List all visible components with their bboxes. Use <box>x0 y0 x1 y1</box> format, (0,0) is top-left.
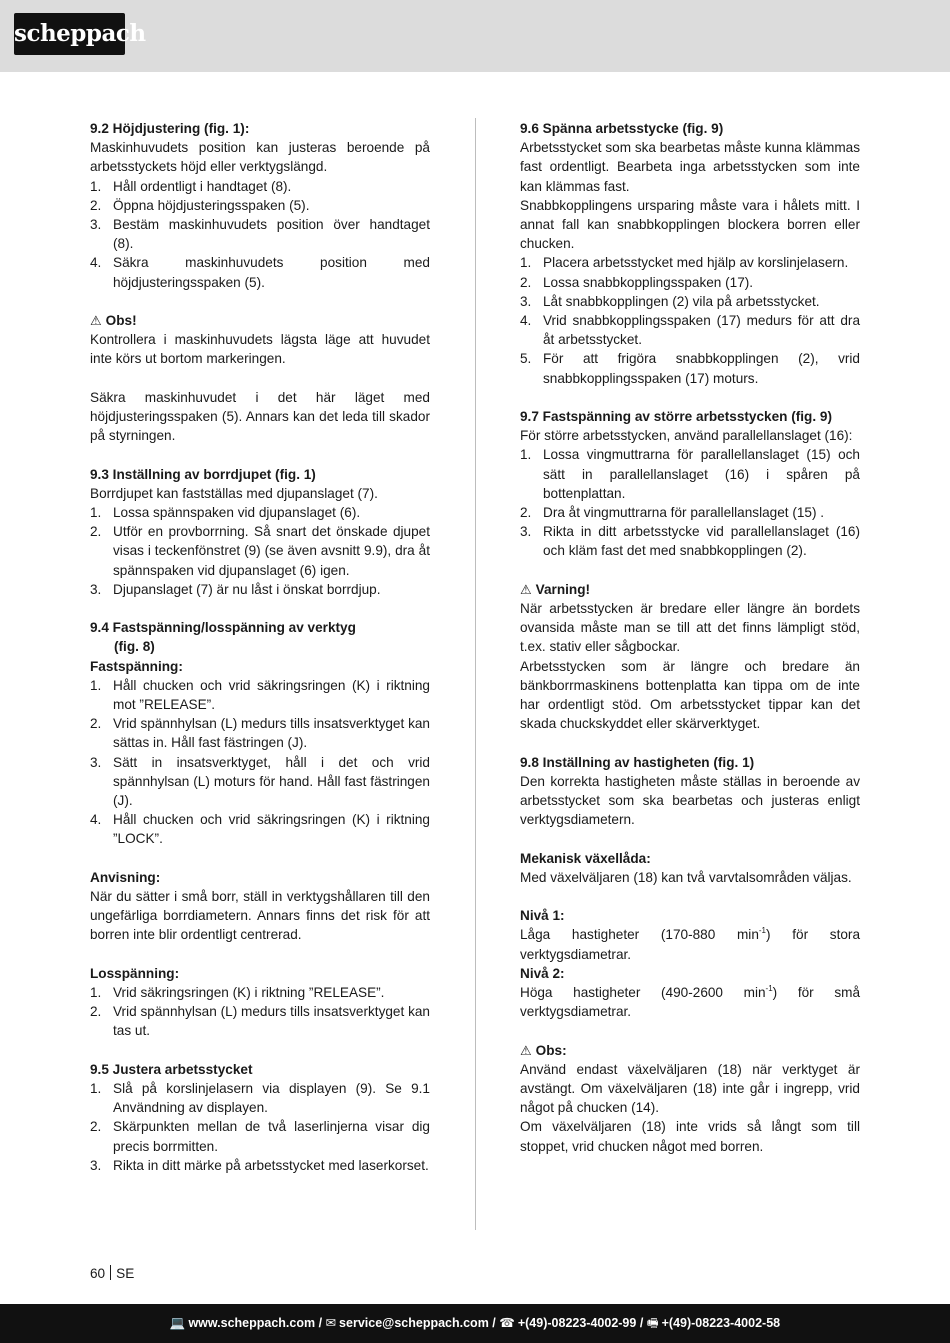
warning-triangle-icon: ⚠ <box>520 1042 532 1058</box>
paragraph: Den korrekta hastigheten måste ställas in beroende av arbetsstycket som ska bearbetas och justeras enligt verktygsdiametern. <box>520 773 860 828</box>
numbered-list <box>90 177 430 292</box>
paragraph: Arbetsstycket som ska bearbetas måste kunna klämmas fast ordentligt. Bearbeta inga arbetsstycken som inte kan klämmas fast. <box>520 140 860 194</box>
page-number-separator <box>110 1265 111 1280</box>
page-footer: 💻 www.scheppach.com / ✉ service@scheppach.com / ☎ +(49)-08223-4002-99 / 🖷 +(49)-08223-4002-58 <box>0 1304 950 1343</box>
list-item: 3. Bestäm maskinhuvudets position över handtaget (8). <box>90 217 430 252</box>
note-heading: ⚠ Obs: <box>520 1042 567 1058</box>
subheading: Mekanisk växellåda: <box>520 850 651 866</box>
list-item: 3. Djupanslaget (7) är nu låst i önskat borrdjup. <box>90 581 381 597</box>
section-heading: 9.5 Justera arbetsstycket <box>90 1061 253 1077</box>
paragraph: Maskinhuvudets position kan justeras beroende på arbetsstyckets höjd eller verktygslängd. <box>90 140 430 175</box>
computer-icon: 💻 <box>169 1316 186 1330</box>
mail-icon: ✉ <box>325 1316 337 1330</box>
paragraph: Kontrollera i maskinhuvudets lägsta läge att huvudet inte körs ut bortom markeringen. <box>90 332 430 367</box>
warning-triangle-icon: ⚠ <box>90 313 102 329</box>
scheppach-logo[interactable]: scheppach <box>14 13 125 55</box>
section-heading: 9.3 Inställning av borrdjupet (fig. 1) <box>90 466 316 482</box>
paragraph: Med växelväljaren (18) kan två varvtalsområden väljas. <box>520 869 852 885</box>
numbered-list <box>90 1079 430 1175</box>
list-item: 1. Lossa spännspaken vid djupanslaget (6). <box>90 505 361 521</box>
subheading: Anvisning: <box>90 869 161 885</box>
list-item: 4. Säkra maskinhuvudets position med höjdjusteringsspaken (5). <box>90 255 430 290</box>
page-header <box>0 0 950 72</box>
paragraph: Snabbkopplingens ursparing måste vara i hålets mitt. I annat fall kan snabbkopplingen blockera borren eller chucken. <box>520 197 860 252</box>
list-item: 3. Låt snabbkopplingen (2) vila på arbetsstycket. <box>520 293 820 309</box>
subheading: Losspänning: <box>90 965 180 981</box>
paragraph: När arbetsstycken är bredare eller längre än bordets ovansida måste man se till att det finns lämpligt stöd, t.ex. stativ eller sågbockar. <box>520 601 860 655</box>
subheading: Nivå 1: <box>520 908 565 924</box>
section-heading: 9.2 Höjdjustering (fig. 1): <box>90 121 250 136</box>
list-item: 1. Lossa vingmuttrarna för parallellanslaget (15) och sätt in parallellanslaget (16) i spåren på bottenplattan. <box>520 447 860 501</box>
note-heading: ⚠ Obs! <box>90 313 137 329</box>
numbered-list <box>90 676 430 849</box>
phone-number[interactable]: +(49)-08223-4002-99 <box>517 1316 637 1330</box>
paragraph: Säkra maskinhuvudet i det här läget med höjdjusteringsspaken (5). Annars kan det leda till skador på styrningen. <box>90 389 430 444</box>
list-item: 4. Håll chucken och vrid säkringsringen (K) i riktning ”LOCK”. <box>90 812 430 847</box>
left-column <box>90 119 430 1175</box>
paragraph: Borrdjupet kan fastställas med djupanslaget (7). <box>90 485 378 501</box>
paragraph: Använd endast växelväljaren (18) när verktyget är avstängt. Om växelväljaren (18) inte går i ingrepp, vrid något på chucken (14). <box>520 1061 860 1116</box>
numbered-list <box>90 503 430 599</box>
numbered-list <box>520 445 860 560</box>
section-heading-cont: (fig. 8) <box>114 639 155 655</box>
subheading: Nivå 2: <box>520 965 565 981</box>
section-heading: 9.7 Fastspänning av större arbetsstycken (fig. 9) <box>520 409 833 425</box>
warning-triangle-icon: ⚠ <box>520 581 532 597</box>
subheading: Fastspänning: <box>90 658 183 674</box>
list-item: 1. Håll chucken och vrid säkringsringen (K) i riktning mot ”RELEASE”. <box>90 677 430 713</box>
list-item: 3. Sätt in insatsverktyget, håll i det och vrid spännhylsan (L) moturs för hand. Håll fast fästringen (J). <box>90 754 430 809</box>
list-item: 2. Vrid spännhylsan (L) medurs tills insatsverktyget kan sättas in. Håll fast fästringen (J). <box>90 716 430 751</box>
phone-icon: ☎ <box>499 1316 515 1330</box>
right-column <box>520 119 860 1156</box>
list-item: 2. Skärpunkten mellan de två laserlinjerna visar dig precis borrmitten. <box>90 1119 430 1154</box>
section-heading: 9.6 Spänna arbetsstycke (fig. 9) <box>520 121 724 136</box>
paragraph: Arbetsstycken som är längre och bredare än bänkborrmaskinens bottenplatta kan tippa om de inte har ordentligt stöd. Om arbetsstycket tippar kan det skada chuckskyddet eller skärverktyget. <box>520 658 860 732</box>
list-item: 5. För att frigöra snabbkopplingen (2), vrid snabbkopplingsspaken (17) moturs. <box>520 351 860 386</box>
paragraph: Låga hastigheter (170-880 $\min^{-1}$) för stora verktygsdiametrar. <box>520 925 860 962</box>
list-item: 1. Vrid säkringsringen (K) i riktning ”RELEASE”. <box>90 985 385 1001</box>
list-item: 2. Dra åt vingmuttrarna för parallellanslaget (15) . <box>520 505 825 521</box>
list-item: 3. Rikta in ditt arbetsstycke vid parallellanslaget (16) och kläm fast det med snabbkopplingen (2). <box>520 524 860 559</box>
numbered-list <box>520 253 860 387</box>
list-item: 1. Placera arbetsstycket med hjälp av korslinjelasern. <box>520 255 849 271</box>
fax-icon: 🖷 <box>646 1316 659 1330</box>
list-item: 3. Rikta in ditt märke på arbetsstycket med laserkorset. <box>90 1157 429 1173</box>
list-item: 2. Öppna höjdjusteringsspaken (5). <box>90 197 310 213</box>
paragraph: Höga hastigheter (490-2600 $\min^{-1}$) för små verktygsdiametrar. <box>520 983 861 1020</box>
section-heading: 9.8 Inställning av hastigheten (fig. 1) <box>520 754 755 770</box>
page-number: 60 SE <box>90 1266 135 1281</box>
numbered-list <box>90 983 430 1041</box>
email-link[interactable]: service@scheppach.com <box>339 1316 489 1330</box>
list-item: 4. Vrid snabbkopplingsspaken (17) medurs för att dra åt arbetsstycket. <box>520 313 860 348</box>
list-item: 2. Lossa snabbkopplingsspaken (17). <box>520 274 754 290</box>
section-heading: 9.4 Fastspänning/losspänning av verktyg <box>90 620 356 636</box>
list-item: 1. Håll ordentligt i handtaget (8). <box>90 178 292 194</box>
paragraph: När du sätter i små borr, ställ in verktygshållaren till den ungefärliga borrdiametern. Annars finns det risk för att borren inte blir ordentligt centrerad. <box>90 889 430 943</box>
list-item: 1. Slå på korslinjelasern via displayen (9). Se 9.1 Användning av displayen. <box>90 1081 430 1116</box>
list-item: 2. Vrid spännhylsan (L) medurs tills insatsverktyget kan tas ut. <box>90 1004 430 1039</box>
paragraph: Om växelväljaren (18) inte vrids så långt som till stoppet, vrid chucken något med borren. <box>520 1119 860 1154</box>
paragraph: För större arbetsstycken, använd parallellanslaget (16): <box>520 428 853 444</box>
website-link[interactable]: www.scheppach.com <box>188 1316 316 1330</box>
warning-heading: ⚠ Varning! <box>520 581 591 597</box>
fax-number: +(49)-08223-4002-58 <box>661 1316 781 1330</box>
list-item: 2. Utför en provborrning. Så snart det önskade djupet visas i teckenfönstret (9) (se även avsnitt 9.9), dra åt spännspaken vid djupanslaget (6) igen. <box>90 524 430 578</box>
column-divider <box>475 118 476 1230</box>
